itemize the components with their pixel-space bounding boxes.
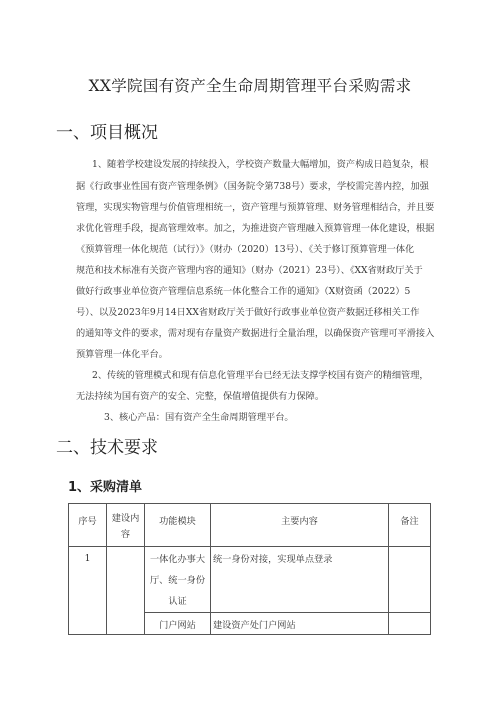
table-header-row <box>69 504 431 547</box>
cell-note <box>389 547 431 613</box>
text-line: 1、随着学校建设发展的持续投入，学校资产数量大幅增加，资产构成日趋复杂，根 <box>92 159 429 170</box>
paragraph-3: 3、核心产品：国有资产全生命周期管理平台。 <box>104 412 294 423</box>
text-line: 号）、以及2023年9月14日XX省财政厅关于做好行政事业单位资产数据迁移相关工作 <box>76 307 420 318</box>
cell-content: 统一身份对接，实现单点登录 <box>211 547 389 613</box>
text-line: 的通知等文件的要求，需对现有存量资产数据进行全量治理，以确保资产管理可平滑接入 <box>76 328 435 339</box>
cell-module-line: 厅、统一身份 <box>149 575 206 586</box>
cell-module-line: 一体化办事大 <box>149 554 206 565</box>
cell-module-line: 认证 <box>168 596 187 607</box>
header-content: 主要内容 <box>211 504 389 547</box>
section-heading-tech: 二、技术要求 <box>56 438 158 458</box>
cell-module: 门户网站 <box>145 613 211 635</box>
cell-content: 建设资产处门户网站 <box>211 613 389 635</box>
subheading-procurement-list: 1、采购清单 <box>68 480 143 495</box>
text-line: 管理，实现实物管理与价值管理相统一，资产管理与预算管理、财务管理相结合，并且要 <box>76 202 435 213</box>
text-line: 求优化管理手段，提高管理效率。加之，为推进资产管理融入预算管理一体化建设，根据 <box>76 223 435 234</box>
text-line: 《预算管理一体化规范（试行）》（财办（2020）13号）、《关于修订预算管理一体化 <box>76 244 415 255</box>
header-build-content-line: 建设内 <box>111 513 140 524</box>
header-build-content <box>107 504 145 547</box>
text-line: 规范和技术标准有关资产管理内容的通知》（财办（2021）23号）、《XX省财政厅关于 <box>76 265 423 276</box>
text-line: 2、传统的管理模式和现有信息化管理平台已经无法支撑学校国有资产的精细管理， <box>92 370 429 381</box>
procurement-table <box>68 503 431 635</box>
header-build-content-line: 容 <box>120 529 131 540</box>
header-note: 备注 <box>389 504 431 547</box>
cell-module <box>145 547 211 613</box>
cell-build-content <box>107 547 145 635</box>
text-line: 做好行政事业单位资产管理信息系统一体化整合工作的通知》（X财资函（2022）5 <box>76 286 411 297</box>
text-line: 据《行政事业性国有资产管理条例》（国务院令第738号）要求，学校需完善内控，加强 <box>76 181 429 192</box>
header-seq: 序号 <box>69 504 107 547</box>
document-title: XX学院国有资产全生命周期管理平台采购需求 <box>88 77 412 95</box>
cell-note <box>389 613 431 635</box>
text-line: 预算管理一体化平台。 <box>76 349 168 360</box>
section-heading-overview: 一、项目概况 <box>56 123 158 143</box>
header-module: 功能模块 <box>145 504 211 547</box>
cell-seq: 1 <box>69 547 107 635</box>
text-line: 无法持续为国有资产的安全、完整，保值增值提供有力保障。 <box>76 391 325 402</box>
table-row <box>69 547 431 613</box>
